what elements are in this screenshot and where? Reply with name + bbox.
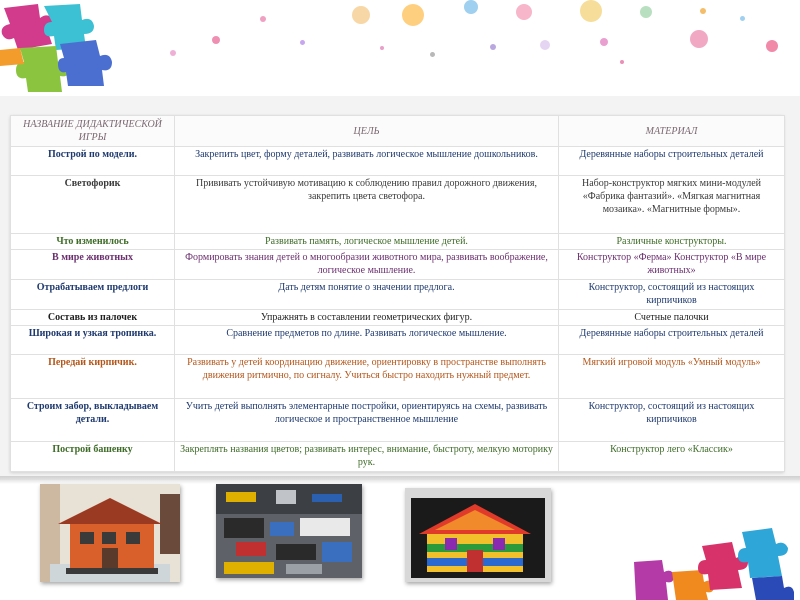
- table-row: [11, 355, 785, 398]
- game-name-cell: Строим забор, выкладываем детали.: [11, 398, 175, 441]
- table-row: [11, 147, 785, 176]
- mosaic-house-photo: [405, 488, 551, 582]
- goal-cell: Упражнять в составлении геометрических фигур.: [175, 309, 559, 326]
- goal-cell: Сравнение предметов по длине. Развивать логическое мышление.: [175, 326, 559, 355]
- puzzle-pieces-top-left: [0, 0, 130, 100]
- didactic-games-table: [10, 115, 785, 472]
- goal-cell: Закрепить цвет, форму деталей, развивать логическое мышление дошкольников.: [175, 147, 559, 176]
- game-name-cell: Передай кирпичик.: [11, 355, 175, 398]
- goal-cell: Прививать устойчивую мотивацию к соблюдению правил дорожного движения, закрепить цвета светофора.: [175, 175, 559, 233]
- game-name-cell: В мире животных: [11, 250, 175, 280]
- material-cell: Мягкий игровой модуль «Умный модуль»: [559, 355, 785, 398]
- table-row: [11, 326, 785, 355]
- table-header-row: [11, 116, 785, 147]
- goal-cell: Развивать память, логическое мышление детей.: [175, 233, 559, 250]
- game-name-cell: Составь из палочек: [11, 309, 175, 326]
- material-cell: Набор-конструктор мягких мини-модулей «Фабрика фантазий». «Мягкая магнитная мозаика». «Магнитные формы».: [559, 175, 785, 233]
- material-cell: Конструктор, состоящий из настоящих кирпичиков: [559, 398, 785, 441]
- material-cell: Различные конструкторы.: [559, 233, 785, 250]
- table-row: [11, 441, 785, 471]
- slide-panel: [0, 96, 800, 480]
- goal-cell: Развивать у детей координацию движение, ориентировку в пространстве выполнять движения ритмично, по сигналу. Учиться быстро находить нужный предмет.: [175, 355, 559, 398]
- goal-cell: Формировать знания детей о многообразии животного мира, развивать воображение, логическое мышление.: [175, 250, 559, 280]
- table-row: [11, 280, 785, 310]
- header-goal: ЦЕЛЬ: [175, 116, 559, 147]
- constructor-parts-photo: [216, 484, 362, 578]
- didactic-games-table-container: [10, 115, 784, 472]
- table-row: [11, 398, 785, 441]
- header-material: МАТЕРИАЛ: [559, 116, 785, 147]
- game-name-cell: Построй башенку: [11, 441, 175, 471]
- header-game-name: НАЗВАНИЕ ДИДАКТИЧЕСКОЙ ИГРЫ: [11, 116, 175, 147]
- material-cell: Счетные палочки: [559, 309, 785, 326]
- material-cell: Деревянные наборы строительных деталей: [559, 326, 785, 355]
- table-row: [11, 309, 785, 326]
- game-name-cell: Светофорик: [11, 175, 175, 233]
- material-cell: Конструктор «Ферма» Конструктор «В мире животных»: [559, 250, 785, 280]
- goal-cell: Учить детей выполнять элементарные постройки, ориентируясь на схемы, развивать логическое и пространственное мышление: [175, 398, 559, 441]
- goal-cell: Закреплять названия цветов; развивать интерес, внимание, быстроту, мелкую моторику рук.: [175, 441, 559, 471]
- puzzle-pieces-bottom-right: [632, 528, 800, 600]
- game-name-cell: Отрабатываем предлоги: [11, 280, 175, 310]
- table-row: [11, 233, 785, 250]
- table-row: [11, 250, 785, 280]
- game-name-cell: Широкая и узкая тропинка.: [11, 326, 175, 355]
- material-cell: Конструктор лего «Классик»: [559, 441, 785, 471]
- material-cell: Конструктор, состоящий из настоящих кирпичиков: [559, 280, 785, 310]
- game-name-cell: Что изменилось: [11, 233, 175, 250]
- goal-cell: Дать детям понятие о значении предлога.: [175, 280, 559, 310]
- material-cell: Деревянные наборы строительных деталей: [559, 147, 785, 176]
- table-row: [11, 175, 785, 233]
- slide-shadow: [0, 476, 800, 484]
- game-name-cell: Построй по модели.: [11, 147, 175, 176]
- brick-house-photo: [40, 484, 180, 582]
